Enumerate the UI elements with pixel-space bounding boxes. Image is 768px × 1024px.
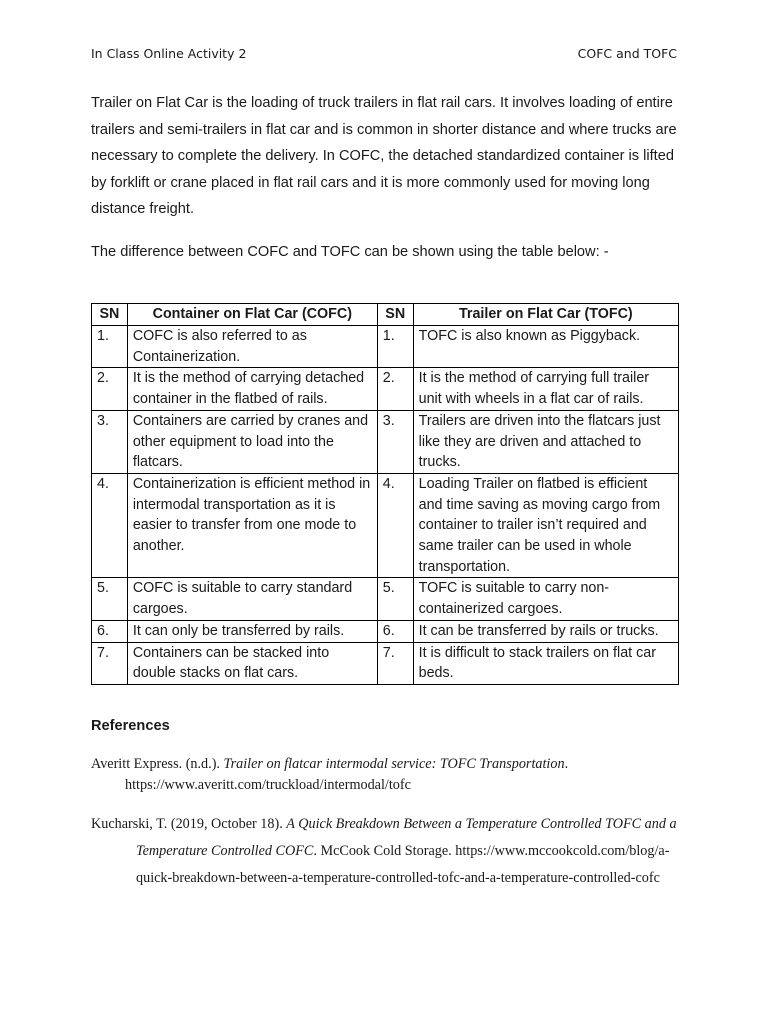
cofc-sn-cell: 4. <box>92 473 128 578</box>
table-row <box>92 578 679 620</box>
tofc-text-cell: TOFC is suitable to carry non-containerized cargoes. <box>413 578 678 620</box>
tofc-text-cell: Loading Trailer on flatbed is efficient and time saving as moving cargo from container to trailer isn’t required and same trailer can be used in whole transportation. <box>413 473 678 578</box>
intro-paragraph: Trailer on Flat Car is the loading of truck trailers in flat rail cars. It involves loading of entire trailers and semi-trailers in flat car and is common in shorter distance and where trucks are necessary to complete the delivery. In COFC, the detached standardized container is lifted by forklift or crane placed in flat rail cars and it is more commonly used for moving long distance freight. <box>91 95 677 217</box>
table-row <box>92 473 679 578</box>
cofc-sn-cell: 2. <box>92 368 128 410</box>
header-cofc: Container on Flat Car (COFC) <box>127 304 377 326</box>
cofc-text-cell: Containerization is efficient method in intermodal transportation as it is easier to transfer from one mode to another. <box>127 473 377 578</box>
cofc-text-cell: COFC is suitable to carry standard cargoes. <box>127 578 377 620</box>
cofc-sn-cell: 1. <box>92 326 128 368</box>
reference-entry <box>91 754 681 796</box>
tofc-sn-cell: 2. <box>377 368 413 410</box>
tofc-text-cell: Trailers are driven into the flatcars just like they are driven and attached to trucks. <box>413 410 678 473</box>
tofc-sn-cell: 5. <box>377 578 413 620</box>
table-intro-paragraph: The difference between COFC and TOFC can be shown using the table below: - <box>91 244 609 260</box>
reference-url[interactable]: https://www.averitt.com/truckload/intermodal/tofc <box>125 777 411 793</box>
cofc-sn-cell: 3. <box>92 410 128 473</box>
tofc-text-cell: TOFC is also known as Piggyback. <box>413 326 678 368</box>
header-sn-tofc: SN <box>377 304 413 326</box>
reference-author: Averitt Express. (n.d.). <box>91 756 224 772</box>
reference-author: Kucharski, T. (2019, October 18). <box>91 816 287 832</box>
cofc-text-cell: Containers are carried by cranes and other equipment to load into the flatcars. <box>127 410 377 473</box>
tofc-sn-cell: 4. <box>377 473 413 578</box>
cofc-text-cell: It is the method of carrying detached container in the flatbed of rails. <box>127 368 377 410</box>
references-heading: References <box>91 718 170 734</box>
page-header <box>91 46 677 66</box>
tofc-text-cell: It can be transferred by rails or trucks. <box>413 620 678 642</box>
cofc-sn-cell: 6. <box>92 620 128 642</box>
cofc-text-cell: Containers can be stacked into double stacks on flat cars. <box>127 642 377 684</box>
tofc-sn-cell: 7. <box>377 642 413 684</box>
cofc-sn-cell: 7. <box>92 642 128 684</box>
table-row <box>92 642 679 684</box>
cofc-text-cell: COFC is also referred to as Containerization. <box>127 326 377 368</box>
reference-publisher: . <box>564 756 569 772</box>
tofc-sn-cell: 6. <box>377 620 413 642</box>
reference-title: Trailer on flatcar intermodal service: TOFC Transportation <box>223 756 565 772</box>
header-left-text: In Class Online Activity 2 <box>91 46 247 61</box>
cofc-text-cell: It can only be transferred by rails. <box>127 620 377 642</box>
table-row <box>92 620 679 642</box>
reference-title: A Quick Breakdown Between a Temperature Controlled TOFC and a Temperature Controlled COFC <box>136 816 677 859</box>
reference-url[interactable]: https://www.mccookcold.com/blog/a-quick-breakdown-between-a-temperature-controlled-tofc-and-a-temperature-controlled-cofc <box>136 843 670 886</box>
tofc-sn-cell: 1. <box>377 326 413 368</box>
table-header-row <box>92 304 679 326</box>
header-tofc: Trailer on Flat Car (TOFC) <box>413 304 678 326</box>
comparison-table <box>91 303 679 685</box>
reference-publisher: . McCook Cold Storage. <box>313 843 452 859</box>
header-right-text: COFC and TOFC <box>577 46 677 61</box>
tofc-sn-cell: 3. <box>377 410 413 473</box>
table-row <box>92 368 679 410</box>
reference-entry <box>91 811 681 892</box>
table-row <box>92 410 679 473</box>
tofc-text-cell: It is difficult to stack trailers on flat car beds. <box>413 642 678 684</box>
header-sn-cofc: SN <box>92 304 128 326</box>
cofc-sn-cell: 5. <box>92 578 128 620</box>
table-row <box>92 326 679 368</box>
tofc-text-cell: It is the method of carrying full trailer unit with wheels in a flat car of rails. <box>413 368 678 410</box>
